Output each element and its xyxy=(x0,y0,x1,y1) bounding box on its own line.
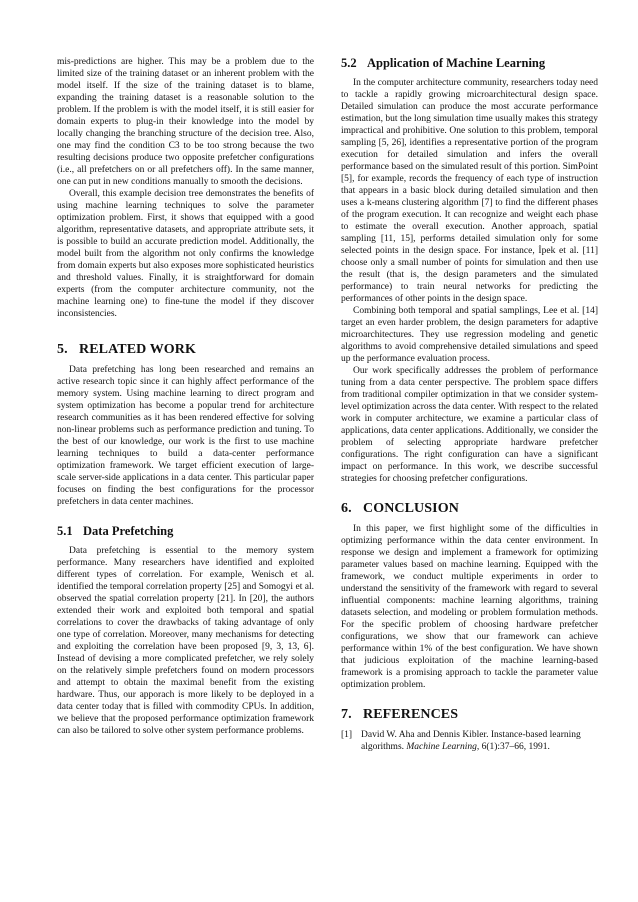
body-paragraph: Overall, this example decision tree demonstrates the benefits of using machine learning techniques to solve the parameter optimization problem. First, it shows that equipped with a good algorithm, representative datasets, and appropriate attribute sets, it is possible to build an accurate prediction model. Additionally, the model built from the algorithm not only confirms the knowledge from domain experts but also exposes more sophisticated heuristics and threshold values. Finally, it is straightforward for domain experts (from the computer architecture community, not the machine learning one) to fine-tune the model if they discover inconsistencies. xyxy=(57,189,314,319)
subsection-heading-ml-application xyxy=(341,56,598,71)
body-paragraph: mis-predictions are higher. This may be a problem due to the limited size of the training dataset or an inherent problem with the model itself. If the size of the training dataset is to blame, expanding the training dataset is a reasonable solution to the problem. If the problem is with the model itself, it is still easier for domain experts to plug-in their knowledge into the model by locally changing the branching structure of the decision tree. Also, one may find the condition C3 to be too strong because the two resulting decisions produce two opposite prefetcher configurations (i.e., all prefetchers on or all prefetchers off). In the same manner, one can put in new conditions manually to smooth the decisions. xyxy=(57,57,314,187)
body-paragraph: In this paper, we first highlight some of the difficulties in optimizing performance within the data center environment. In response we design and implement a framework for optimizing parameter values based on machine learning. Equipped with the framework, we conduct multiple experiments in order to understand the sensitivity of the framework with regard to several influential components: machine learning algorithms, training datasets selection, and modeling or problem formulation methods. For the specific problem of choosing hardware prefetcher configurations, we show that our framework can achieve performance within 1% of the best configuration. We have shown that judicious exploitation of the machine learning-based framework is a promising approach to tackle the parameter value optimization problem. xyxy=(341,524,598,690)
body-paragraph: Our work specifically addresses the problem of performance tuning from a data center perspective. The problem space differs from traditional compiler optimization in that we consider system-level optimization across the data center. With respect to the related work in computer architecture, we examine a particular class of applications, data center applications. Additionally, we consider the problem of selecting appropriate hardware prefetcher configurations. The right configuration can have a significant impact on performance. In this work, we describe successful strategies for choosing prefetcher configurations. xyxy=(341,366,598,484)
section-title: CONCLUSION xyxy=(363,501,459,516)
section-number: 6. xyxy=(341,501,352,516)
section-number: 5. xyxy=(57,342,68,357)
section-title: REFERENCES xyxy=(363,707,459,722)
body-paragraph: Data prefetching is essential to the memory system performance. Many researchers have identified and exploited different types of correlation. For example, Wenisch et al. identified the temporal correlation property [25] and Somogyi et al. observed the spatial correlation property [21]. In [20], the authors extended their work and exploited both temporal and spatial correlations to cover the drawbacks of taking advantage of only one type of correlation. Moreover, many mechanisms for detecting and exploiting the correlation have been proposed [9, 3, 13, 6]. Instead of devising a more complicated prefetcher, we rely solely on the relatively simple prefetchers found on modern processors and attempt to obtain the maximal benefit from the existing hardware. Thus, our apporach is more likely to be deployed in a data center today that is filled with commodity CPUs. In addition, we believe that the proposed performance optimization framework can also be tailored to solve other system performance problems. xyxy=(57,546,314,736)
reference-number: [1] xyxy=(341,730,353,740)
section-title: RELATED WORK xyxy=(79,342,196,357)
section-heading-related-work xyxy=(57,342,314,358)
reference-details: , 6(1):37–66, 1991. xyxy=(476,742,550,752)
section-heading-references xyxy=(341,707,598,723)
subsection-title: Application of Machine Learning xyxy=(367,56,546,70)
section-heading-conclusion xyxy=(341,501,598,517)
subsection-title: Data Prefetching xyxy=(83,524,174,538)
body-paragraph: In the computer architecture community, researchers today need to tackle a rapidly growing microarchitectural design space. Detailed simulation can produce the most accurate performance estimation, but the long simulation time usually makes this strategy impractical and prohibitive. One solution to this problem, temporal sampling [5, 26], identifies a representative portion of the program execution for detailed simulation and infers the overall performance based on the simulated result of this portion. SimPoint [5], for example, records the frequency of each type of instruction that appears in a basic block during detailed simulation and then uses a k-means clustering algorithm [7] to find the different phases of the program execution. It can recognize and weight each phase to estimate the overall execution. Another approach, spatial sampling [11, 15], performs detailed simulation only for some selected points in the design space. For instance, İpek et al. [11] choose only a small number of points for simulation and then use the result (that is, the design parameters and the simulated performance) to train neural networks for predicting the performances of other points in the design space. xyxy=(341,78,598,304)
subsection-number: 5.1 xyxy=(57,524,73,538)
right-column xyxy=(341,56,598,753)
left-column xyxy=(57,56,314,737)
reference-venue: Machine Learning xyxy=(406,742,477,752)
body-paragraph: Combining both temporal and spatial samplings, Lee et al. [14] target an even harder problem, the design parameters for adaptive microarchitectures. They use regression modeling and genetic algorithms to avoid comprehensive detailed simulations and speed up the performance evaluation process. xyxy=(341,306,598,364)
body-paragraph: Data prefetching has long been researched and remains an active research topic since it can highly affect performance of the memory system. Using machine learning to direct program and system optimization has become a popular trend for architecture research communities as it has been rendered effective for solving non-linear problems such as performance prediction and tuning. To the best of our knowledge, our work is the first to use machine learning techniques to build a data-center performance optimization framework. We target efficient execution of large-scale server-side applications in a data center. This particular paper focuses on finding the best configurations for the processor prefetchers in data center machines. xyxy=(57,365,314,507)
reference-authors: David W. Aha and Dennis Kibler. Instance-based learning algorithms. xyxy=(361,730,581,752)
subsection-heading-data-prefetching xyxy=(57,524,314,539)
reference-item xyxy=(341,729,598,753)
reference-text xyxy=(361,729,598,753)
subsection-number: 5.2 xyxy=(341,56,357,70)
section-number: 7. xyxy=(341,707,352,722)
